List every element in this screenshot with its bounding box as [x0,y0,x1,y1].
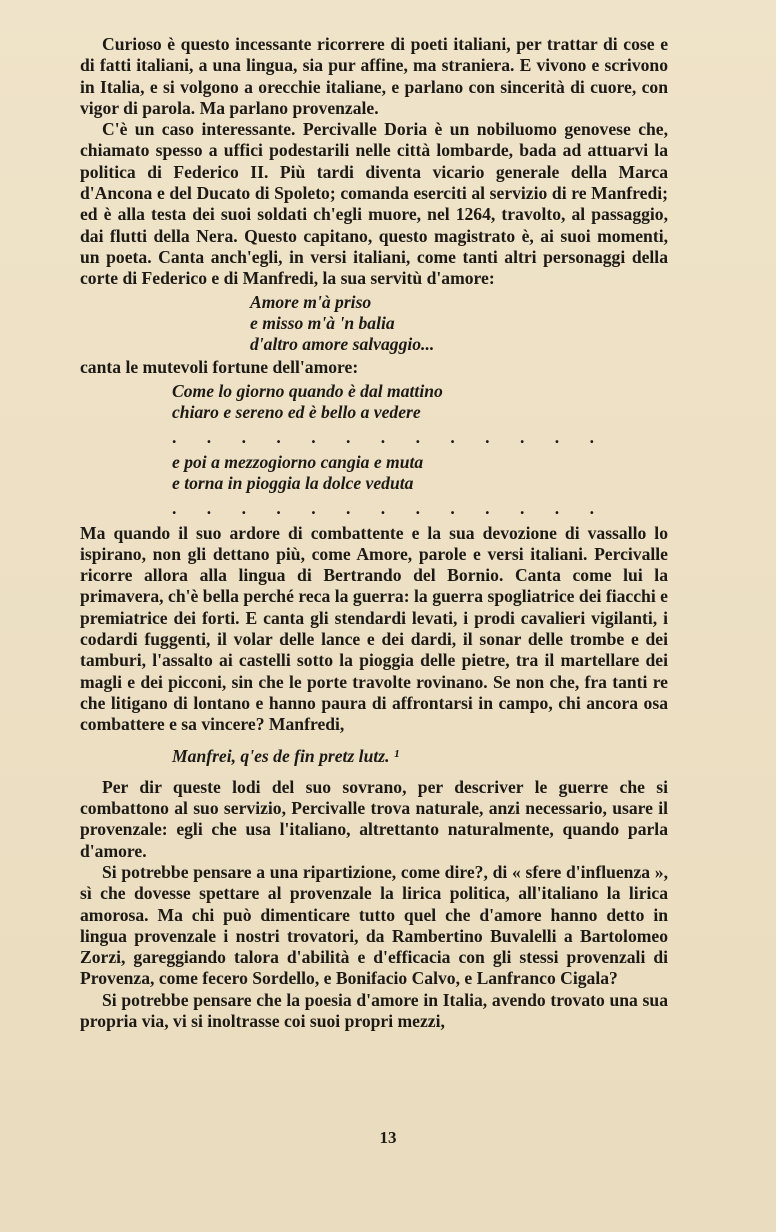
verse-line: d'altro amore salvaggio... [250,334,435,355]
dedication-verse [80,746,668,767]
paragraph-3: canta le mutevoli fortune dell'amore: [80,357,359,378]
verse-line: e torna in pioggia la dolce veduta [172,472,414,493]
verse-line: chiaro e sereno ed è bello a vedere [172,402,421,423]
body-text [80,34,668,1032]
verse-ellipsis: . . . . . . . . . . . . . [172,498,607,519]
verse-ellipsis: . . . . . . . . . . . . . [172,427,607,448]
paragraph-2: C'è un caso interessante. Percivalle Doria è un nobiluomo genovese che, chiamato spesso a uffici podestarili nelle città lombarde, bada ad attuarvi la politica di Federico II. Più tardi diventa vicario generale della Marca d'Ancona e del Ducato di Spoleto; comanda eserciti al servizio di re Manfredi; ed è alla testa dei suoi soldati ch'egli muore, nel 1264, travolto, al passaggio, dai flutti della Nera. Questo capitano, questo magistrato è, ai suoi momenti, un poeta. Canta anch'egli, in versi italiani, come tanti altri personaggi della corte di Federico e di Manfredi, la sua servitù d'amore: [80,119,668,289]
verse-quotation-1 [80,292,668,356]
verse-line: Amore m'à priso [250,291,372,312]
verse-quotation-2 [80,381,668,523]
paragraph-6: Si potrebbe pensare a una ripartizione, come dire?, di « sfere d'influenza », sì che dovesse spettare al provenzale la lirica politica, all'italiano la lirica amorosa. Ma chi può dimenticare tutto quel che d'amore hanno detto in lingua provenzale i nostri trovatori, da Rambertino Buvalelli a Bartolomeo Zorzi, gareggiando talora d'abilità e d'efficacia con gli stessi provenzali di Provenza, come fecero Sordello, e Bonifacio Calvo, e Lanfranco Cigala? [80,861,668,989]
verse-line: Come lo giorno quando è dal mattino [172,380,443,401]
paragraph-1: Curioso è questo incessante ricorrere di poeti italiani, per trattar di cose e di fatti italiani, a una lingua, sia pur affine, ma straniera. E vivono e scrivono in Italia, e si volgono a orecchie italiane, e parlano con sincerità di cuore, con vigor di parola. Ma parlano provenzale. [80,34,668,118]
page-number: 13 [379,1128,397,1147]
verse-line: e poi a mezzogiorno cangia e muta [172,451,424,472]
verse-line: e misso m'à 'n balia [250,312,395,333]
paragraph-7: Si potrebbe pensare che la poesia d'amore in Italia, avendo trovato una sua propria via, vi si inoltrasse coi suoi propri mezzi, [80,989,668,1032]
paragraph-4: Ma quando il suo ardore di combattente e la sua devozione di vassallo lo ispirano, non gli dettano più, come Amore, parole e versi italiani. Percivalle ricorre allora alla lingua di Bertrando del Bornio. Canta come lui la primavera, ch'è bella perché reca la guerra: la guerra spogliatrice dei fiacchi e premiatrice dei forti. E canta gli stendardi levati, i prodi cavalieri vigilanti, i codardi fuggenti, il volar delle lance e dei dardi, il sonar delle trombe e dei tamburi, l'assalto ai castelli sotto la pioggia delle pietre, tra il martellare dei magli e dei picconi, sin che le porte travolte rovinano. Se non che, fra tanti re che litigano di lontano e hanno paura di affrontarsi in campo, chi ancora osa combattere e sa vincere? Manfredi, [80,522,668,735]
footnote-mark: ¹ [393,745,400,766]
dedication-text: Manfrei, q'es de fin pretz lutz. [172,745,390,766]
paragraph-5: Per dir queste lodi del suo sovrano, per descriver le guerre che si combattono al suo servizio, Percivalle trova naturale, anzi necessario, usare il provenzale: egli che usa l'italiano, altrettanto naturalmente, quando parla d'amore. [80,776,668,861]
